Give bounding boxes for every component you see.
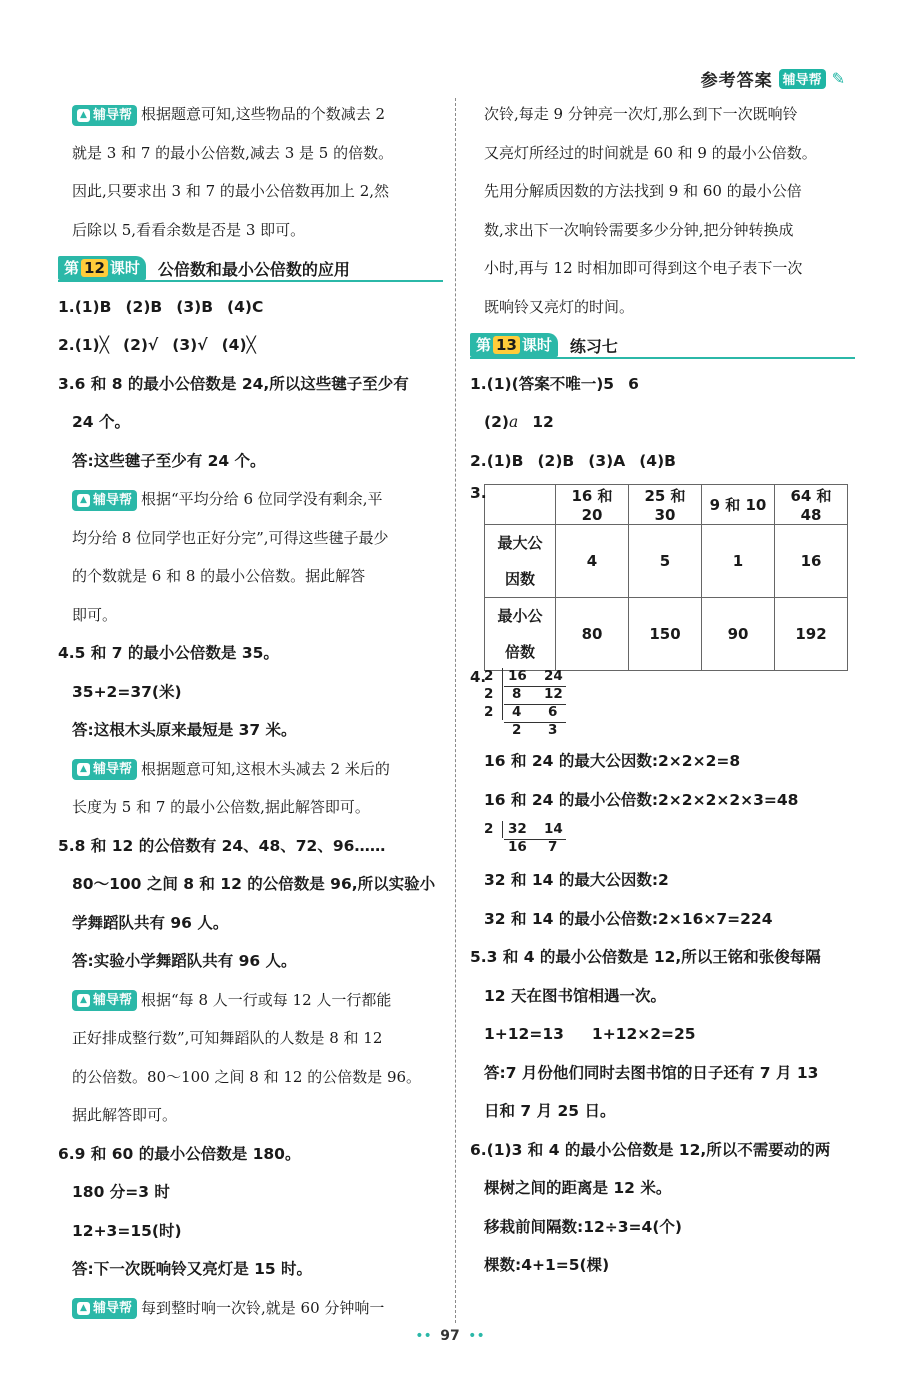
tip-text: 既响铃又亮灯的时间。 bbox=[484, 297, 635, 316]
tip-text: 先用分解质因数的方法找到 9 和 60 的最小公倍 bbox=[484, 182, 802, 200]
tip-text: 后除以 5,看看余数是否是 3 即可。 bbox=[72, 220, 306, 239]
division-bracket bbox=[502, 668, 503, 720]
lesson-heading-12 bbox=[58, 249, 443, 288]
footer-dots: •• bbox=[415, 1328, 437, 1344]
tutor-icon: ▲ bbox=[77, 1302, 90, 1315]
table-cell: 16 bbox=[775, 525, 848, 598]
q3-line: 24 个。 bbox=[72, 413, 130, 431]
answer-item: (1)B bbox=[486, 451, 524, 470]
r-q6-calc: 移栽前间隔数:12÷3=4(个) bbox=[484, 1217, 682, 1236]
r-q5-answer: 答:7 月份他们同时去图书馆的日子还有 7 月 13 bbox=[484, 1063, 819, 1082]
q3-answer: 答:这些毽子至少有 24 个。 bbox=[72, 451, 266, 470]
header-tag-label: 辅导帮 bbox=[782, 73, 822, 88]
question-number: 1. bbox=[58, 297, 75, 316]
divisor: 2 bbox=[484, 686, 494, 702]
q6-tip bbox=[58, 1289, 443, 1328]
q4-answer: 答:这根木头原来最短是 37 米。 bbox=[72, 721, 297, 739]
r-q3 bbox=[470, 484, 855, 666]
q2-answers bbox=[58, 326, 443, 365]
divisor: 2 bbox=[484, 668, 494, 684]
q1-answers bbox=[58, 288, 443, 327]
q6-calc: 180 分=3 时 bbox=[72, 1183, 170, 1201]
q5-line: 学舞蹈队共有 96 人。 bbox=[72, 913, 229, 932]
dividend: 14 bbox=[544, 821, 563, 837]
page-header bbox=[701, 66, 845, 91]
badge-label: 辅导帮 bbox=[93, 993, 133, 1008]
table-cell: 1 bbox=[702, 525, 775, 598]
answer-item: (2)√ bbox=[122, 336, 159, 354]
lesson-suffix: 课时 bbox=[521, 336, 552, 355]
tutor-badge bbox=[72, 990, 137, 1011]
pencil-icon: ✎ bbox=[831, 69, 845, 88]
column-divider bbox=[455, 98, 456, 1323]
answer-item: (4)B bbox=[639, 451, 676, 470]
r-q5-line: 12 天在图书馆相遇一次。 bbox=[484, 986, 666, 1005]
right-column bbox=[470, 95, 855, 1285]
short-division-2 bbox=[484, 819, 855, 861]
lcm-result: 32 和 14 的最小公倍数:2×16×7=224 bbox=[484, 909, 773, 928]
badge-label: 辅导帮 bbox=[93, 762, 133, 777]
lesson-prefix: 第 bbox=[64, 259, 80, 278]
question-number: 3. bbox=[470, 484, 487, 502]
gcd-result: 16 和 24 的最大公因数:2×2×2=8 bbox=[484, 752, 741, 770]
answer-text: 1.(1)(答案不唯一)5 bbox=[470, 374, 615, 393]
row-label bbox=[485, 598, 556, 671]
badge-label: 辅导帮 bbox=[93, 1301, 133, 1316]
quotient: 7 bbox=[548, 839, 558, 855]
answer-item: (4)╳ bbox=[221, 336, 256, 354]
tip-text: 根据“每 8 人一行或每 12 人一行都能 bbox=[141, 990, 392, 1009]
r-q5-answer: 日和 7 月 25 日。 bbox=[484, 1102, 616, 1120]
quotient: 8 bbox=[512, 686, 522, 702]
r-q2-answers bbox=[470, 442, 855, 481]
table-cell: 150 bbox=[629, 598, 702, 671]
tip-text: 根据“平均分给 6 位同学没有剩余,平 bbox=[141, 490, 383, 508]
lcm-result: 16 和 24 的最小公倍数:2×2×2×2×3=48 bbox=[484, 790, 799, 809]
row-label bbox=[485, 525, 556, 598]
variable: a bbox=[508, 413, 519, 431]
tutor-badge bbox=[72, 1298, 137, 1319]
q6-answer: 答:下一次既响铃又亮灯是 15 时。 bbox=[72, 1260, 313, 1278]
header-title: 参考答案 bbox=[700, 71, 773, 91]
r-q6-line: 棵树之间的距离是 12 米。 bbox=[484, 1179, 672, 1197]
r-q5-line: 5.3 和 4 的最小公倍数是 12,所以王铭和张俊每隔 bbox=[470, 948, 821, 966]
tip-text: 就是 3 和 7 的最小公倍数,减去 3 是 5 的倍数。 bbox=[72, 143, 394, 162]
quotient: 2 bbox=[512, 722, 522, 738]
badge-label: 辅导帮 bbox=[93, 492, 133, 508]
tip-text: 均分给 8 位同学也正好分完”,可得这些毽子最少 bbox=[72, 528, 389, 547]
division-line bbox=[504, 722, 566, 723]
answer-item: (3)A bbox=[588, 451, 626, 470]
lesson-suffix: 课时 bbox=[109, 259, 140, 278]
table-header: 64 和 48 bbox=[775, 485, 848, 525]
calc-text: 1+12×2=25 bbox=[591, 1025, 696, 1043]
calc-text: 1+12=13 bbox=[484, 1025, 564, 1043]
left-column bbox=[58, 95, 443, 1327]
row-label-text: 倍数 bbox=[504, 643, 535, 661]
dividend: 16 bbox=[508, 668, 527, 684]
tip-text: 即可。 bbox=[72, 605, 118, 624]
lesson-number: 12 bbox=[81, 259, 108, 277]
question-number: 4. bbox=[470, 668, 487, 686]
r-q6-line: 6.(1)3 和 4 的最小公倍数是 12,所以不需要动的两 bbox=[470, 1140, 831, 1159]
tip-text: 根据题意可知,这根木头减去 2 米后的 bbox=[141, 759, 390, 778]
table-header: 9 和 10 bbox=[702, 485, 775, 525]
tutor-icon: ▲ bbox=[77, 109, 90, 122]
tip-text: 长度为 5 和 7 的最小公倍数,据此解答即可。 bbox=[72, 798, 370, 816]
tip-text: 每到整时响一次铃,就是 60 分钟响一 bbox=[141, 1298, 385, 1317]
dividend: 24 bbox=[544, 668, 563, 684]
q4-tip bbox=[58, 750, 443, 789]
badge-label: 辅导帮 bbox=[93, 107, 133, 123]
tutor-badge bbox=[72, 105, 137, 126]
q4-line: 4.5 和 7 的最小公倍数是 35。 bbox=[58, 644, 279, 662]
row-label-text: 因数 bbox=[504, 570, 535, 588]
footer-dots: •• bbox=[463, 1328, 485, 1344]
tip-text: 正好排成整行数”,可知舞蹈队的人数是 8 和 12 bbox=[72, 1029, 383, 1047]
answer-item: (1)╳ bbox=[74, 336, 109, 354]
division-line bbox=[504, 704, 566, 705]
question-number: 2. bbox=[470, 451, 487, 470]
tutor-icon: ▲ bbox=[77, 494, 90, 507]
tip-intro-line bbox=[58, 95, 443, 134]
table-cell: 90 bbox=[702, 598, 775, 671]
r-q1-line2 bbox=[470, 403, 855, 442]
answer-text: 6 bbox=[628, 374, 639, 393]
tip-text: 根据题意可知,这些物品的个数减去 2 bbox=[141, 105, 386, 123]
answer-text: 12 bbox=[532, 413, 554, 431]
division-bracket bbox=[502, 821, 503, 838]
table-cell: 5 bbox=[629, 525, 702, 598]
lesson-prefix: 第 bbox=[476, 336, 492, 355]
division-line bbox=[504, 686, 566, 687]
q5-line: 80～100 之间 8 和 12 的公倍数是 96,所以实验小 bbox=[72, 875, 436, 893]
divisor: 2 bbox=[484, 704, 494, 720]
answer-text: (2) bbox=[484, 413, 509, 431]
page-number: 97 bbox=[440, 1328, 460, 1344]
gcd-result: 32 和 14 的最大公因数:2 bbox=[484, 871, 669, 889]
table-corner bbox=[485, 485, 556, 525]
quotient: 4 bbox=[512, 704, 522, 720]
r-q6-calc: 棵数:4+1=5(棵) bbox=[484, 1256, 610, 1274]
lesson-tag bbox=[470, 333, 558, 357]
table-header: 16 和 20 bbox=[556, 485, 629, 525]
table-cell: 192 bbox=[775, 598, 848, 671]
q6-line: 6.9 和 60 的最小公倍数是 180。 bbox=[58, 1144, 301, 1163]
answer-item: (2)B bbox=[125, 297, 163, 316]
gcd-lcm-table bbox=[484, 484, 848, 671]
quotient: 16 bbox=[508, 839, 527, 855]
tip-text: 据此解答即可。 bbox=[72, 1106, 178, 1124]
q3-tip bbox=[58, 480, 443, 519]
table-header: 25 和 30 bbox=[629, 485, 702, 525]
tutor-icon: ▲ bbox=[77, 763, 90, 776]
tip-text: 数,求出下一次响铃需要多少分钟,把分钟转换成 bbox=[484, 220, 794, 239]
q5-line: 5.8 和 12 的公倍数有 24、48、72、96…… bbox=[58, 836, 386, 855]
row-label-text: 最小公 bbox=[497, 607, 543, 625]
table-cell: 80 bbox=[556, 598, 629, 671]
tip-text: 的个数就是 6 和 8 的最小公倍数。据此解答 bbox=[72, 567, 366, 585]
lesson-title: 公倍数和最小公倍数的应用 bbox=[157, 259, 350, 279]
quotient: 3 bbox=[548, 722, 558, 738]
answer-item: (3)B bbox=[176, 297, 214, 316]
dividend: 32 bbox=[508, 821, 527, 837]
lesson-heading-13 bbox=[470, 326, 855, 365]
q6-calc: 12+3=15(时) bbox=[72, 1221, 182, 1240]
tip-text: 小时,再与 12 时相加即可得到这个电子表下一次 bbox=[484, 259, 803, 277]
divisor: 2 bbox=[484, 821, 494, 837]
question-number: 2. bbox=[58, 336, 75, 354]
table-cell: 4 bbox=[556, 525, 629, 598]
tutor-icon: ▲ bbox=[77, 994, 90, 1007]
q5-tip bbox=[58, 981, 443, 1020]
answer-item: (3)√ bbox=[172, 336, 208, 354]
short-division-1 bbox=[470, 666, 855, 742]
r-q5-calc bbox=[470, 1015, 855, 1054]
q5-answer: 答:实验小学舞蹈队共有 96 人。 bbox=[72, 952, 297, 970]
lesson-number: 13 bbox=[493, 336, 520, 354]
answer-item: (1)B bbox=[74, 297, 112, 316]
q4-calc: 35+2=37(米) bbox=[72, 682, 182, 701]
quotient: 12 bbox=[544, 686, 563, 702]
tip-text: 次铃,每走 9 分钟亮一次灯,那么到下一次既响铃 bbox=[484, 105, 798, 123]
quotient: 6 bbox=[548, 704, 558, 720]
page-footer bbox=[0, 1328, 900, 1344]
tip-text: 又亮灯所经过的时间就是 60 和 9 的最小公倍数。 bbox=[484, 143, 817, 162]
tip-text: 的公倍数。80～100 之间 8 和 12 的公倍数是 96。 bbox=[72, 1067, 422, 1086]
r-q1-line1 bbox=[470, 365, 855, 404]
division-line bbox=[504, 839, 566, 840]
answer-item: (4)C bbox=[227, 297, 264, 316]
header-tag bbox=[779, 69, 826, 89]
q3-line: 3.6 和 8 的最小公倍数是 24,所以这些毽子至少有 bbox=[58, 374, 409, 393]
tutor-badge bbox=[72, 490, 137, 511]
row-label-text: 最大公 bbox=[497, 534, 543, 552]
tip-text: 因此,只要求出 3 和 7 的最小公倍数再加上 2,然 bbox=[72, 182, 390, 200]
tutor-badge bbox=[72, 759, 137, 780]
lesson-title: 练习七 bbox=[569, 336, 618, 356]
lesson-tag bbox=[58, 256, 146, 280]
answer-item: (2)B bbox=[537, 451, 575, 470]
